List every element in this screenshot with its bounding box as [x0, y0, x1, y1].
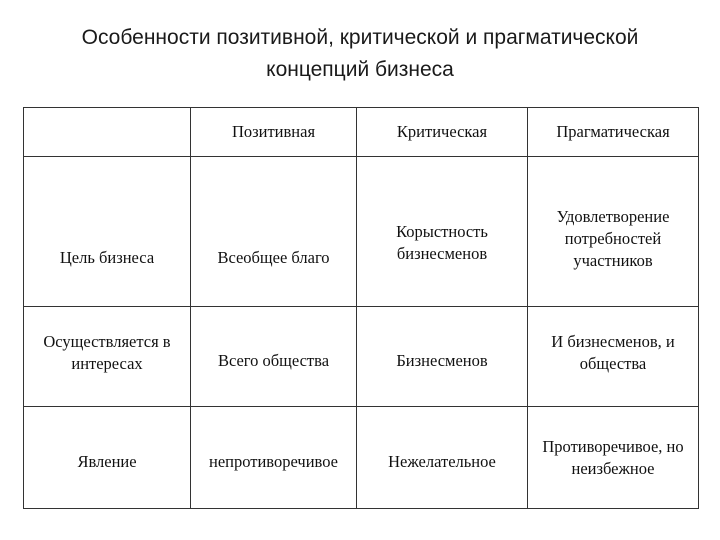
table-cell: И бизнесменов, и общества — [528, 307, 699, 407]
table-row — [24, 307, 699, 407]
table-cell: Противоречивое, но неизбежное — [528, 407, 699, 509]
row-label: Явление — [24, 407, 191, 509]
header-positive: Позитивная — [191, 108, 357, 157]
page-title — [0, 22, 720, 86]
table-header-row — [24, 108, 699, 157]
table-cell: Корыстность бизнесменов — [357, 157, 528, 307]
table-cell: Нежелательное — [357, 407, 528, 509]
row-label: Осуществляется в интересах — [24, 307, 191, 407]
row-label: Цель бизнеса — [24, 157, 191, 307]
title-line-1: Особенности позитивной, критической и прагматической — [81, 26, 639, 49]
table-cell: Всего общества — [191, 307, 357, 407]
header-empty-cell — [24, 108, 191, 157]
header-critical: Критическая — [357, 108, 528, 157]
table-row — [24, 157, 699, 307]
header-pragmatic: Прагматическая — [528, 108, 699, 157]
title-line-2: концепций бизнеса — [266, 58, 454, 81]
table-cell: Удовлетворение потребностей участников — [528, 157, 699, 307]
table-cell: Бизнесменов — [357, 307, 528, 407]
table-cell: Всеобщее благо — [191, 157, 357, 307]
table-cell: непротиворечивое — [191, 407, 357, 509]
table-row — [24, 407, 699, 509]
comparison-table — [23, 107, 699, 509]
